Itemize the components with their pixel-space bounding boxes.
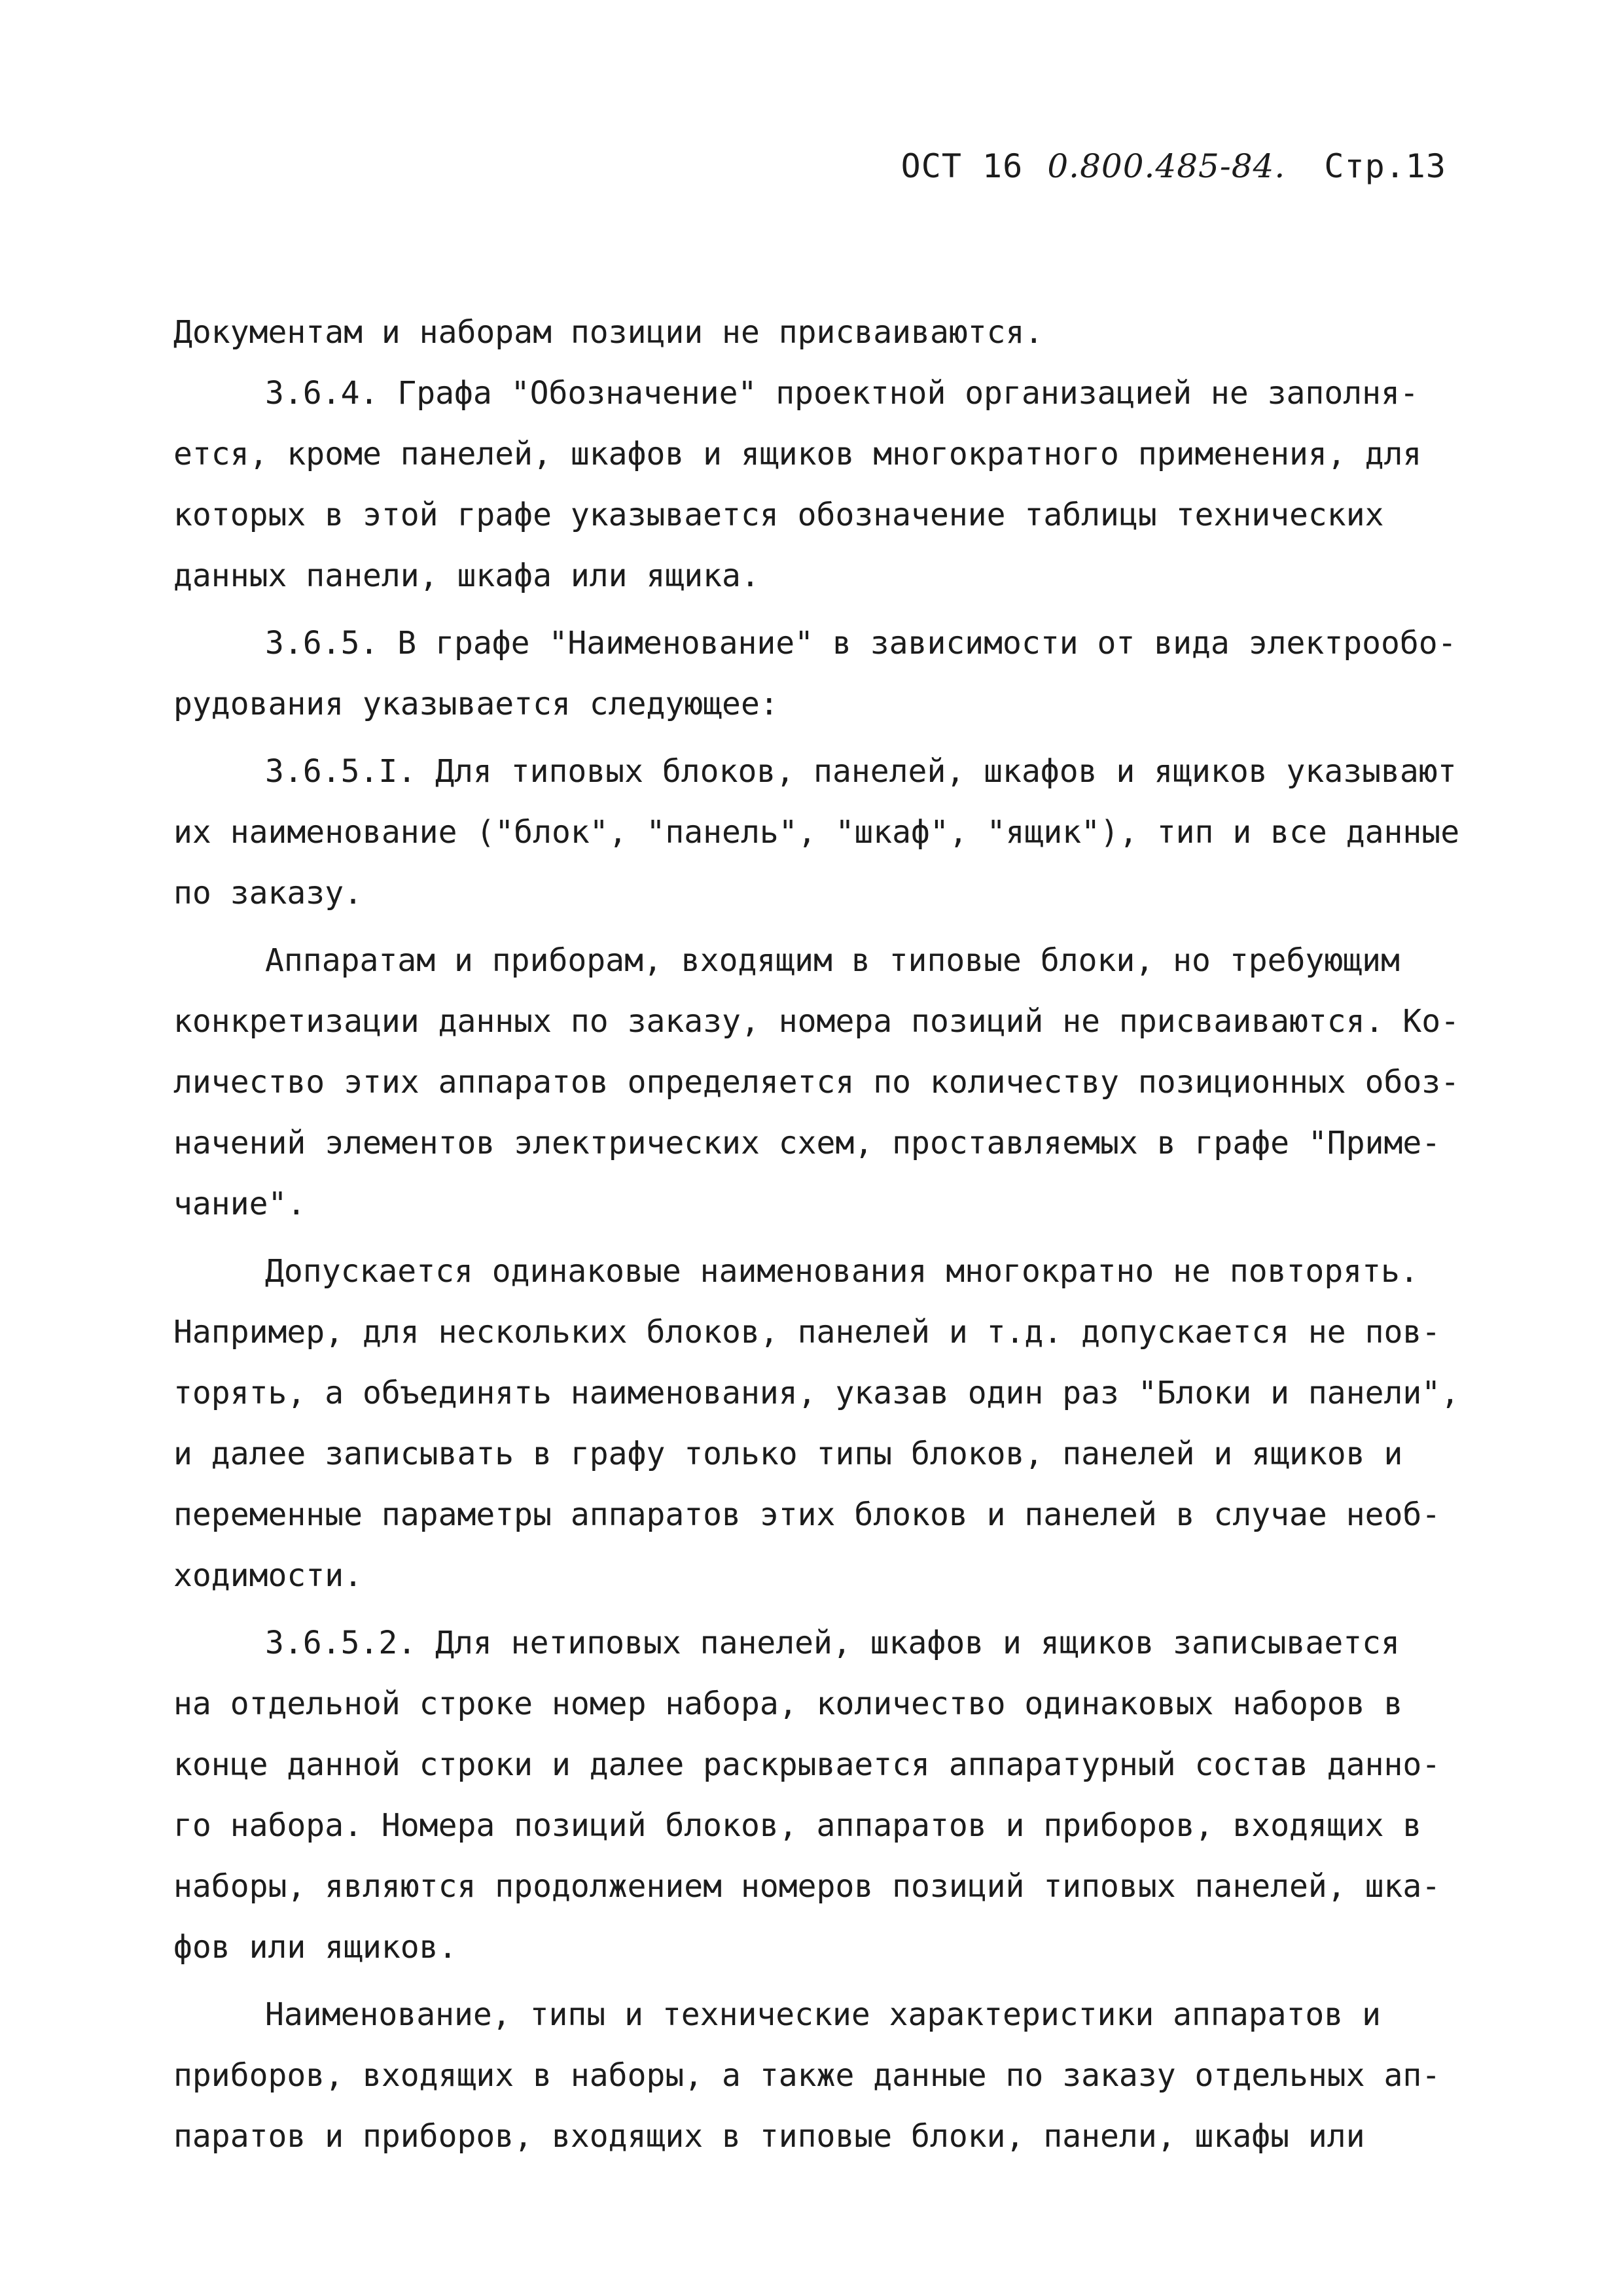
text-line: 3.6.5.2. Для нетиповых панелей, шкафов и ящиков записывается	[265, 1625, 1400, 1661]
text-line: конце данной строки и далее раскрывается аппаратурный состав данно-	[173, 1746, 1441, 1783]
text-line: Наименование, типы и технические характеристики аппаратов и	[265, 1996, 1382, 2033]
text-line: и далее записывать в графу только типы блоков, панелей и ящиков и	[173, 1436, 1403, 1472]
body-text	[173, 302, 1466, 2167]
text-line: переменные параметры аппаратов этих блоков и панелей в случае необ-	[173, 1496, 1441, 1533]
text-line: которых в этой графе указывается обозначение таблицы технических	[173, 497, 1384, 533]
text-line: их наименование ("блок", "панель", "шкаф", "ящик"), тип и все данные	[173, 814, 1460, 851]
text-line: 3.6.4. Графа "Обозначение" проектной организацией не заполня-	[265, 375, 1419, 412]
text-line: приборов, входящих в наборы, а также данные по заказу отдельных ап-	[173, 2057, 1441, 2094]
text-line: торять, а объединять наименования, указав один раз "Блоки и панели",	[173, 1375, 1460, 1411]
text-line: Аппаратам и приборам, входящим в типовые блоки, но требующим	[265, 942, 1400, 979]
text-line: Например, для нескольких блоков, панелей и т.д. допускается не пов-	[173, 1314, 1441, 1351]
document-number: 0.800.485-84.	[1047, 147, 1286, 185]
text-line: начений элементов электрических схем, проставляемых в графе "Приме-	[173, 1125, 1441, 1161]
text-line: 3.6.5. В графе "Наименование" в зависимости от вида электрообо-	[265, 625, 1457, 662]
text-line: личество этих аппаратов определяется по количеству позиционных обоз-	[173, 1064, 1460, 1101]
text-line: чание".	[173, 1186, 306, 1222]
standard-code: ОСТ 16	[901, 147, 1024, 185]
text-line: Допускается одинаковые наименования многократно не повторять.	[265, 1253, 1419, 1290]
text-line: 3.6.5.I. Для типовых блоков, панелей, шкафов и ящиков указывают	[265, 753, 1457, 790]
text-line: по заказу.	[173, 875, 363, 911]
text-line: ходимости.	[173, 1557, 363, 1594]
text-line: рудования указывается следующее:	[173, 686, 779, 722]
text-line: наборы, являются продолжением номеров позиций типовых панелей, шка-	[173, 1868, 1441, 1905]
text-line: ется, кроме панелей, шкафов и ящиков многократного применения, для	[173, 436, 1422, 472]
text-line: паратов и приборов, входящих в типовые блоки, панели, шкафы или	[173, 2118, 1365, 2155]
text-line: на отдельной строке номер набора, количество одинаковых наборов в	[173, 1686, 1403, 1722]
page-header	[901, 147, 1446, 185]
text-line: конкретизации данных по заказу, номера позиций не присваиваются. Ко-	[173, 1003, 1460, 1040]
text-line: фов или ящиков.	[173, 1929, 457, 1966]
text-line: Документам и наборам позиции не присваиваются.	[173, 314, 1044, 351]
page-number: Стр.13	[1324, 147, 1446, 185]
text-line: данных панели, шкафа или ящика.	[173, 557, 760, 594]
text-line: го набора. Номера позиций блоков, аппаратов и приборов, входящих в	[173, 1807, 1422, 1844]
